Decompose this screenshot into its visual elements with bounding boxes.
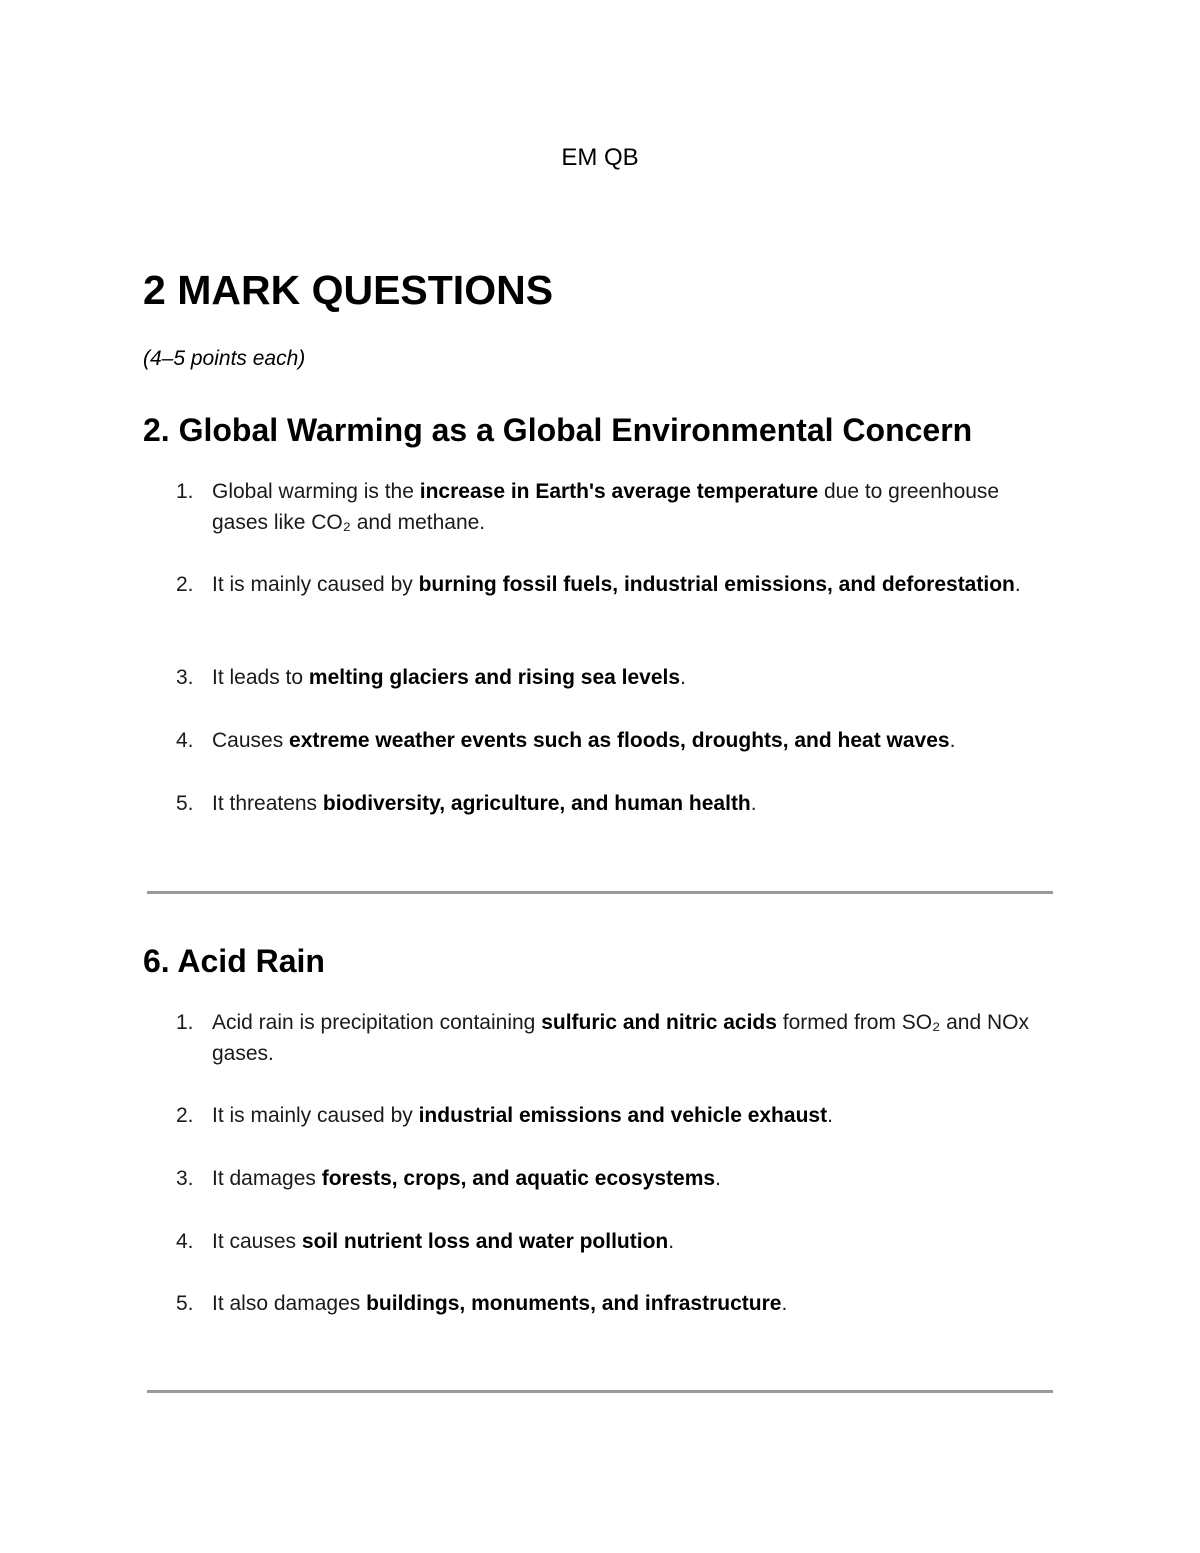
section-global-warming	[143, 408, 1055, 815]
item-number: 2.	[176, 573, 194, 596]
item-number: 3.	[176, 666, 194, 689]
bold-phrase: forests, crops, and aquatic ecosystems	[321, 1167, 716, 1190]
item-number: 1.	[176, 1011, 194, 1034]
subtitle-points-note: (4–5 points each)	[143, 347, 306, 370]
item-text: It leads to melting glaciers and rising sea levels.	[212, 666, 686, 689]
page-header-title: EM QB	[561, 144, 639, 171]
item-text: It also damages buildings, monuments, and infrastructure.	[212, 1292, 788, 1315]
list-item	[143, 788, 1055, 819]
bold-phrase: soil nutrient loss and water pollution	[301, 1230, 669, 1253]
section-acid-rain	[143, 939, 1055, 1315]
item-text: It damages forests, crops, and aquatic ecosystems.	[212, 1167, 721, 1190]
item-number: 5.	[176, 1292, 194, 1315]
horizontal-divider	[147, 891, 1053, 894]
bold-phrase: melting glaciers and rising sea levels	[308, 666, 681, 689]
list-item	[143, 662, 1055, 693]
list-item	[143, 476, 1055, 538]
section-heading: 6. Acid Rain	[143, 943, 325, 979]
list-item	[143, 1288, 1055, 1319]
section-heading: 2. Global Warming as a Global Environmental Concern	[143, 412, 973, 448]
list-item	[143, 1226, 1055, 1257]
item-number: 2.	[176, 1104, 194, 1127]
item-text: Global warming is the increase in Earth's average temperature due to greenhouse gases like CO₂ and methane.	[212, 480, 1000, 534]
list-item	[143, 1007, 1055, 1069]
item-number: 1.	[176, 480, 194, 503]
list-item	[143, 725, 1055, 756]
bold-phrase: industrial emissions and vehicle exhaust	[418, 1104, 828, 1127]
bold-phrase: sulfuric and nitric acids	[541, 1011, 777, 1034]
item-text: It threatens biodiversity, agriculture, and human health.	[212, 792, 757, 815]
bold-phrase: burning fossil fuels, industrial emissions, and deforestation	[418, 573, 1015, 596]
item-text: It causes soil nutrient loss and water pollution.	[212, 1230, 675, 1253]
list-item	[143, 1163, 1055, 1194]
bold-phrase: increase in Earth's average temperature	[419, 480, 819, 503]
item-text: It is mainly caused by industrial emissions and vehicle exhaust.	[212, 1104, 833, 1127]
list-item	[143, 1100, 1055, 1131]
item-number: 4.	[176, 1230, 194, 1253]
item-number: 5.	[176, 792, 194, 815]
main-heading: 2 MARK QUESTIONS	[143, 267, 554, 313]
bold-phrase: buildings, monuments, and infrastructure	[366, 1292, 782, 1315]
item-text: Acid rain is precipitation containing sulfuric and nitric acids formed from SO₂ and NOx gases.	[212, 1011, 1029, 1065]
item-text: Causes extreme weather events such as floods, droughts, and heat waves.	[212, 729, 956, 752]
item-text: It is mainly caused by burning fossil fuels, industrial emissions, and deforestation.	[212, 573, 1021, 596]
bold-phrase: biodiversity, agriculture, and human health	[322, 792, 751, 815]
item-number: 3.	[176, 1167, 194, 1190]
list-item	[143, 569, 1055, 600]
horizontal-divider	[147, 1390, 1053, 1393]
item-number: 4.	[176, 729, 194, 752]
bold-phrase: extreme weather events such as floods, droughts, and heat waves	[289, 729, 950, 752]
